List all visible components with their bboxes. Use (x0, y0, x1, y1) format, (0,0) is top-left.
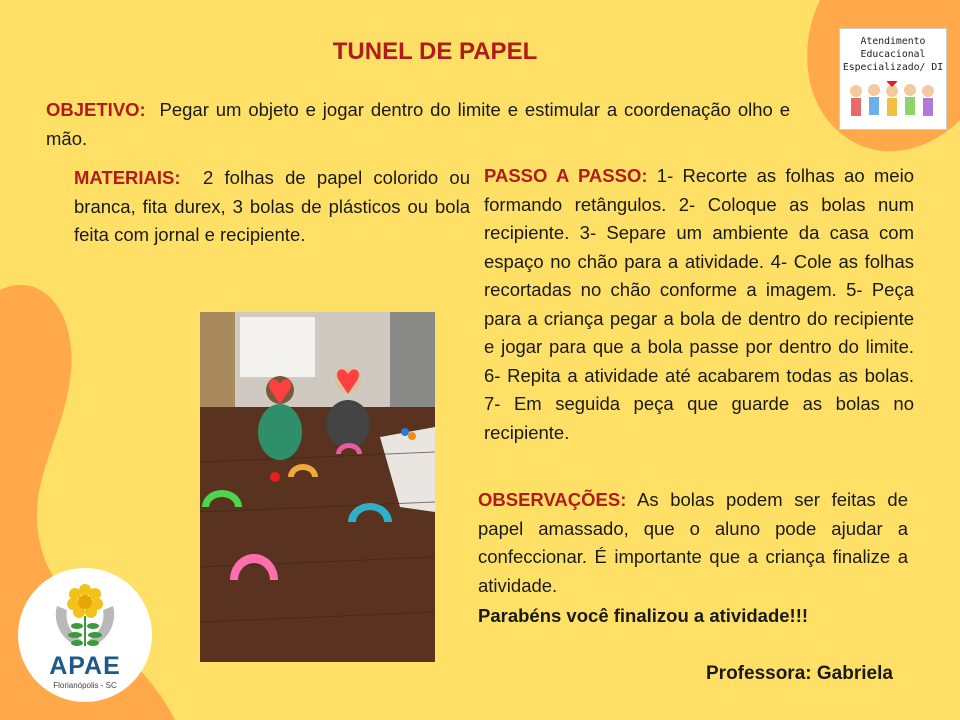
materials-paragraph (74, 164, 470, 250)
flower-hands-icon (51, 580, 119, 652)
materials-text: 2 folhas de papel colorido ou branca, fita durex, 3 bolas de plásticos ou bola feita com jornal e recipiente. (74, 167, 471, 245)
badge-line-3: Especializado/ DI (842, 62, 944, 73)
aee-badge (839, 28, 947, 130)
objective-text: Pegar um objeto e jogar dentro do limite e estimular a coordenação olho e mão. (46, 99, 791, 149)
teacher-name: Professora: Gabriela (706, 663, 893, 684)
objective-paragraph (46, 96, 790, 153)
apae-logo (18, 568, 152, 702)
steps-text: 1- Recorte as folhas ao meio formando retângulos. 2- Coloque as bolas num recipiente. 3- Separe um ambiente da casa com espaço no chão para a atividade. 4- Cole as folhas recortadas no chão conforme a imagem. 5- Peça para a criança pegar a bola de dentro do recipiente e jogar para que a bola passe por dentro do limite. 6- Repita a atividade até acabarem todas as bolas. 7- Em seguida peça que guarde as bolas no recipiente. (484, 165, 914, 443)
badge-line-1: Atendimento (860, 36, 926, 47)
logo-city: Florianópolis - SC (53, 681, 117, 690)
observations-label: OBSERVAÇÕES: (478, 489, 627, 510)
badge-line-2: Educacional (860, 49, 926, 60)
steps-paragraph (484, 162, 914, 447)
observations-text: As bolas podem ser feitas de papel amassado, que o aluno pode ajudar a confeccionar. É importante que a criança finalize a atividade. (478, 489, 908, 596)
objective-label: OBJETIVO: (46, 99, 146, 120)
children-illustration (846, 81, 940, 125)
materials-label: MATERIAIS: (74, 167, 181, 188)
steps-label: PASSO A PASSO: (484, 165, 648, 186)
activity-photo (200, 312, 435, 662)
congrats-message: Parabéns você finalizou a atividade!!! (478, 605, 809, 626)
logo-name: APAE (49, 652, 121, 680)
badge-text (840, 35, 946, 74)
observations-paragraph (478, 486, 908, 600)
page-title: TUNEL DE PAPEL (332, 38, 538, 65)
